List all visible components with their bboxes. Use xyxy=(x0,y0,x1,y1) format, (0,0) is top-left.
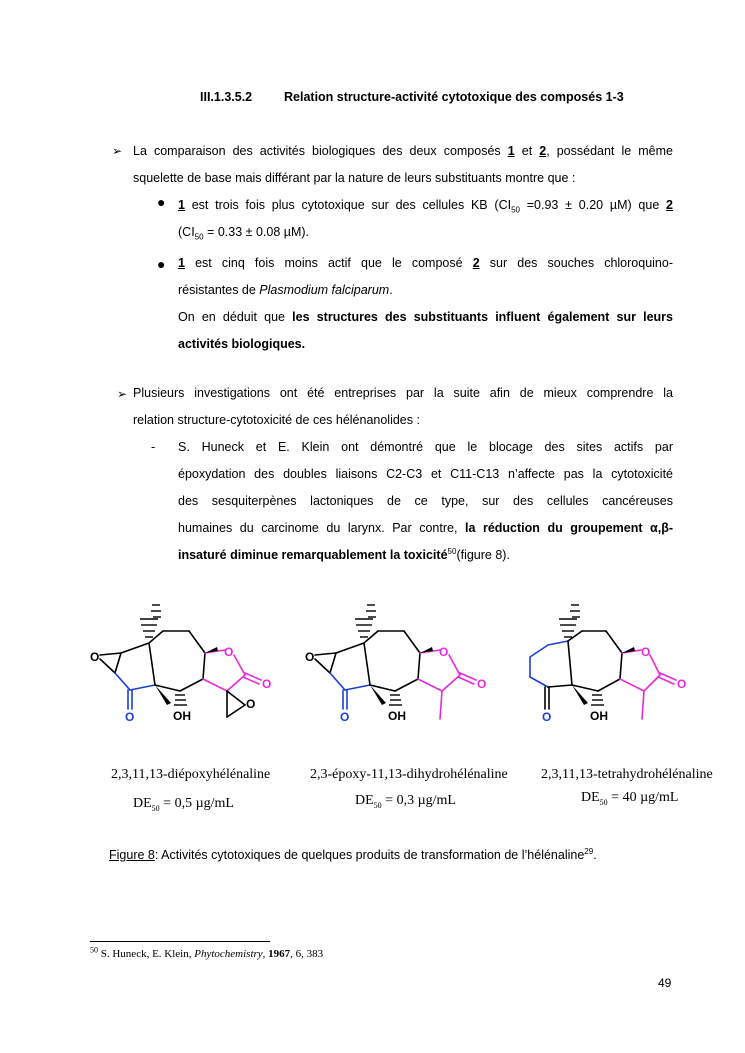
molecule-1-diepoxyhelenaline xyxy=(90,605,271,724)
hydroxyl-label: OH xyxy=(388,709,406,723)
paragraph-2-line-1: Plusieurs investigations ont été entreprises par la suite afin de mieux comprendre la xyxy=(133,386,673,400)
oxygen-atom-label: O xyxy=(477,677,487,691)
dash-item-line-2: époxydation des doubles liaisons C2-C3 et C11-C13 n’affecte pas la cytotoxicité xyxy=(178,467,673,481)
molecule-3-name: 2,3,11,13-tetrahydrohélénaline xyxy=(541,767,713,782)
oxygen-atom-label: O xyxy=(677,677,687,691)
bullet-2-line-1: 1 est cinq fois moins actif que le composé 2 sur des souches chloroquino- xyxy=(178,256,673,270)
molecule-3-activity: $DE_{50} = 40$ µg/mL xyxy=(581,790,679,807)
section-title xyxy=(200,90,680,104)
section-number: III.1.3.5.2 xyxy=(200,90,253,104)
oxygen-atom-label: O xyxy=(305,650,315,664)
bullet-2 xyxy=(178,250,673,358)
molecule-2-activity: $DE_{50} = 0,3$ µg/mL xyxy=(355,793,456,810)
molecule-1-name: 2,3,11,13-diépoxyhélénaline xyxy=(111,767,271,782)
bullet-2-line-3: On en déduit que les structures des substituants influent également sur leurs xyxy=(178,310,673,324)
molecule-2-name: 2,3-époxy-11,13-dihydrohélénaline xyxy=(310,767,508,782)
footnote-divider xyxy=(90,941,270,942)
dash-bullet: - xyxy=(151,440,156,454)
paragraph-1 xyxy=(133,138,673,192)
paragraph-2-line-2: relation structure-cytotoxicité de ces hélénanolides : xyxy=(133,413,420,427)
paragraph-2 xyxy=(133,380,673,434)
hydroxyl-label: OH xyxy=(173,709,191,723)
figure-label: Figure 8 xyxy=(109,848,155,862)
section-title-text: Relation structure-activité cytotoxique des composés 1-3 xyxy=(284,90,624,104)
bullet-2-line-2: résistantes de Plasmodium falciparum. xyxy=(178,283,393,297)
oxygen-atom-label: O xyxy=(90,650,100,664)
oxygen-atom-label: O xyxy=(340,710,350,724)
dash-item-line-1: S. Huneck et E. Klein ont démontré que le blocage des sites actifs par xyxy=(178,440,673,454)
page-number: 49 xyxy=(658,976,672,990)
oxygen-atom-label: O xyxy=(641,645,651,659)
bullet-icon: ● xyxy=(157,194,166,210)
molecule-2-epoxy-dihydrohelenaline xyxy=(305,605,486,724)
molecule-structures-figure xyxy=(85,595,687,740)
oxygen-atom-label: O xyxy=(262,677,272,691)
oxygen-atom-label: O xyxy=(542,710,552,724)
bullet-1 xyxy=(178,192,673,246)
hydroxyl-label: OH xyxy=(590,709,608,723)
figure-caption: Figure 8: Activités cytotoxiques de quelques produits de transformation de l’hélénaline$^{29}$. xyxy=(109,846,597,862)
footnote: $^{50}$ S. Huneck, E. Klein, Phytochemistry, 1967, 6, 383 xyxy=(90,945,324,960)
arrow-bullet-icon: ➢ xyxy=(117,387,128,401)
bullet-2-line-4: activités biologiques. xyxy=(178,337,306,351)
molecule-3-tetrahydrohelenaline xyxy=(530,605,686,724)
dash-item-line-5: insaturé diminue remarquablement la toxicité$^{50}$(figure 8). xyxy=(178,546,510,562)
bullet-icon: ● xyxy=(157,256,166,272)
bullet-1-line-2: ($CI_{50} = 0.33 \pm 0.08$ µM). xyxy=(178,225,310,242)
oxygen-atom-label: O xyxy=(125,710,135,724)
dash-item xyxy=(178,434,673,569)
oxygen-atom-label: O xyxy=(246,697,256,711)
oxygen-atom-label: O xyxy=(439,645,449,659)
paragraph-1-line-2: squelette de base mais différant par la nature de leurs substituants montre que : xyxy=(133,171,576,185)
oxygen-atom-label: O xyxy=(224,645,234,659)
bullet-1-line-1: 1 est trois fois plus cytotoxique sur des cellules KB ($CI_{50} =0.93 \pm 0.20$ µM) que 2 xyxy=(178,198,673,215)
paragraph-1-line-1: La comparaison des activités biologiques des deux composés 1 et 2, possédant le même xyxy=(133,144,673,158)
molecule-1-activity: $DE_{50} = 0,5$ µg/mL xyxy=(133,796,234,813)
dash-item-line-4: humaines du carcinome du larynx. Par contre, la réduction du groupement α,β- xyxy=(178,521,673,535)
dash-item-line-3: des sesquiterpènes lactoniques de ce type, sur des cellules cancéreuses xyxy=(178,494,673,508)
arrow-bullet-icon: ➢ xyxy=(112,144,123,158)
